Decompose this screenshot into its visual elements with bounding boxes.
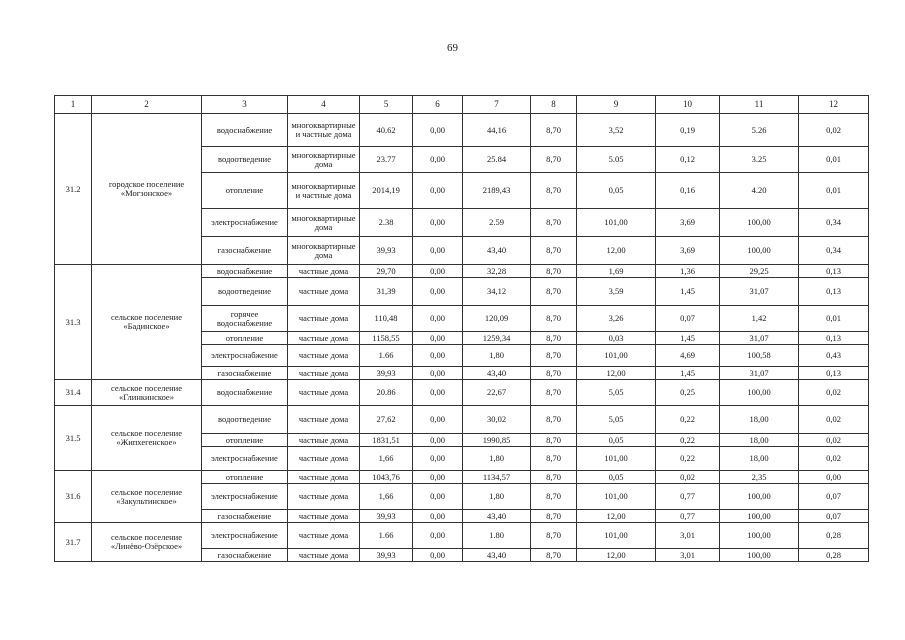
value-cell: 8,70: [531, 332, 577, 345]
value-cell: 43,40: [463, 237, 531, 265]
value-cell: 0,00: [413, 265, 463, 278]
value-cell: 1,45: [656, 332, 720, 345]
value-cell: 18,00: [720, 434, 799, 447]
value-cell: 29,70: [360, 265, 413, 278]
settlement-name: сельское поселение «Закультинское»: [92, 471, 202, 523]
data-table: [54, 95, 869, 562]
table-row: [55, 523, 869, 549]
row-number: 31.2: [55, 114, 92, 265]
row-number: 31.4: [55, 380, 92, 406]
value-cell: 43,40: [463, 549, 531, 562]
value-cell: 5,05: [577, 406, 656, 434]
value-cell: 0,00: [413, 332, 463, 345]
value-cell: 0,02: [656, 471, 720, 484]
value-cell: 100,00: [720, 209, 799, 237]
value-cell: 29,25: [720, 265, 799, 278]
column-header: 6: [413, 96, 463, 114]
value-cell: 1259,34: [463, 332, 531, 345]
value-cell: 101,00: [577, 209, 656, 237]
value-cell: 8,70: [531, 510, 577, 523]
value-cell: 0,22: [656, 406, 720, 434]
value-cell: 20.86: [360, 380, 413, 406]
value-cell: 12,00: [577, 549, 656, 562]
table-row: [55, 380, 869, 406]
value-cell: 1,80: [463, 484, 531, 510]
column-header: 9: [577, 96, 656, 114]
value-cell: 8,70: [531, 380, 577, 406]
value-cell: 25.84: [463, 147, 531, 173]
value-cell: 0,00: [413, 549, 463, 562]
value-cell: 0,00: [413, 434, 463, 447]
table-row: [55, 471, 869, 484]
housing-type-cell: частные дома: [288, 306, 360, 332]
service-cell: электроснабжение: [202, 447, 288, 471]
value-cell: 100,00: [720, 523, 799, 549]
value-cell: 2014,19: [360, 173, 413, 209]
value-cell: 0,13: [799, 332, 869, 345]
value-cell: 1,69: [577, 265, 656, 278]
value-cell: 3.25: [720, 147, 799, 173]
value-cell: 18,00: [720, 406, 799, 434]
column-header: 3: [202, 96, 288, 114]
value-cell: 3,59: [577, 278, 656, 306]
service-cell: горячее водоснабжение: [202, 306, 288, 332]
value-cell: 1,80: [463, 345, 531, 367]
value-cell: 39,93: [360, 549, 413, 562]
value-cell: 0,00: [413, 306, 463, 332]
value-cell: 110,48: [360, 306, 413, 332]
value-cell: 43,40: [463, 510, 531, 523]
value-cell: 8,70: [531, 549, 577, 562]
value-cell: 0,05: [577, 173, 656, 209]
settlement-name: сельское поселение «Глинкинское»: [92, 380, 202, 406]
value-cell: 100,00: [720, 510, 799, 523]
value-cell: 0,77: [656, 510, 720, 523]
value-cell: 0,00: [413, 510, 463, 523]
value-cell: 0,19: [656, 114, 720, 147]
value-cell: 27,62: [360, 406, 413, 434]
value-cell: 8,70: [531, 367, 577, 380]
value-cell: 0,00: [413, 147, 463, 173]
value-cell: 3,69: [656, 209, 720, 237]
service-cell: электроснабжение: [202, 484, 288, 510]
value-cell: 2,35: [720, 471, 799, 484]
value-cell: 8,70: [531, 484, 577, 510]
value-cell: 8,70: [531, 173, 577, 209]
settlement-name: сельское поселение «Линёво-Озёрское»: [92, 523, 202, 562]
service-cell: отопление: [202, 471, 288, 484]
value-cell: 8,70: [531, 209, 577, 237]
service-cell: газоснабжение: [202, 367, 288, 380]
value-cell: 1.80: [463, 523, 531, 549]
value-cell: 39,93: [360, 237, 413, 265]
value-cell: 0,00: [413, 523, 463, 549]
value-cell: 0,01: [799, 306, 869, 332]
value-cell: 5,05: [577, 380, 656, 406]
value-cell: 31,07: [720, 278, 799, 306]
housing-type-cell: частные дома: [288, 380, 360, 406]
value-cell: 0,13: [799, 278, 869, 306]
value-cell: 43,40: [463, 367, 531, 380]
value-cell: 23.77: [360, 147, 413, 173]
settlement-name: городское поселение «Могзонское»: [92, 114, 202, 265]
housing-type-cell: многоквартирные дома: [288, 237, 360, 265]
value-cell: 0,02: [799, 380, 869, 406]
service-cell: водоотведение: [202, 278, 288, 306]
service-cell: водоснабжение: [202, 265, 288, 278]
value-cell: 101,00: [577, 484, 656, 510]
value-cell: 1,45: [656, 278, 720, 306]
value-cell: 5.05: [577, 147, 656, 173]
column-header: 4: [288, 96, 360, 114]
housing-type-cell: многоквартирные дома: [288, 147, 360, 173]
housing-type-cell: частные дома: [288, 345, 360, 367]
value-cell: 18,00: [720, 447, 799, 471]
value-cell: 1.66: [360, 523, 413, 549]
value-cell: 0,00: [413, 484, 463, 510]
value-cell: 8,70: [531, 471, 577, 484]
housing-type-cell: частные дома: [288, 278, 360, 306]
value-cell: 0,00: [413, 278, 463, 306]
value-cell: 0,00: [413, 367, 463, 380]
value-cell: 1,45: [656, 367, 720, 380]
value-cell: 0,00: [413, 471, 463, 484]
value-cell: 1,42: [720, 306, 799, 332]
value-cell: 8,70: [531, 237, 577, 265]
value-cell: 0,00: [413, 114, 463, 147]
housing-type-cell: частные дома: [288, 332, 360, 345]
table-row: [55, 265, 869, 278]
value-cell: 0,07: [656, 306, 720, 332]
value-cell: 0,22: [656, 434, 720, 447]
table-row: [55, 406, 869, 434]
service-cell: водоснабжение: [202, 114, 288, 147]
value-cell: 0,28: [799, 523, 869, 549]
value-cell: 0,05: [577, 434, 656, 447]
value-cell: 0,13: [799, 367, 869, 380]
value-cell: 2.59: [463, 209, 531, 237]
value-cell: 0,02: [799, 406, 869, 434]
value-cell: 100,00: [720, 549, 799, 562]
housing-type-cell: многоквартирные и частные дома: [288, 114, 360, 147]
value-cell: 12,00: [577, 510, 656, 523]
value-cell: 120,09: [463, 306, 531, 332]
housing-type-cell: частные дома: [288, 447, 360, 471]
value-cell: 3,26: [577, 306, 656, 332]
value-cell: 8,70: [531, 406, 577, 434]
value-cell: 0,07: [799, 484, 869, 510]
column-header: 8: [531, 96, 577, 114]
value-cell: 0,00: [413, 406, 463, 434]
housing-type-cell: частные дома: [288, 523, 360, 549]
value-cell: 0,05: [577, 471, 656, 484]
housing-type-cell: частные дома: [288, 510, 360, 523]
value-cell: 0,77: [656, 484, 720, 510]
value-cell: 32,28: [463, 265, 531, 278]
value-cell: 0,00: [413, 173, 463, 209]
value-cell: 34,12: [463, 278, 531, 306]
value-cell: 8,70: [531, 265, 577, 278]
row-number: 31.6: [55, 471, 92, 523]
table-row: [55, 114, 869, 147]
value-cell: 8,70: [531, 447, 577, 471]
housing-type-cell: многоквартирные дома: [288, 209, 360, 237]
service-cell: электроснабжение: [202, 523, 288, 549]
service-cell: газоснабжение: [202, 549, 288, 562]
value-cell: 3,01: [656, 523, 720, 549]
housing-type-cell: частные дома: [288, 434, 360, 447]
housing-type-cell: многоквартирные и частные дома: [288, 173, 360, 209]
column-header: 7: [463, 96, 531, 114]
service-cell: электроснабжение: [202, 345, 288, 367]
value-cell: 100,58: [720, 345, 799, 367]
value-cell: 101,00: [577, 447, 656, 471]
value-cell: 0,07: [799, 510, 869, 523]
row-number: 31.7: [55, 523, 92, 562]
value-cell: 8,70: [531, 306, 577, 332]
value-cell: 1.66: [360, 345, 413, 367]
row-number: 31.5: [55, 406, 92, 471]
value-cell: 0,00: [413, 345, 463, 367]
value-cell: 1,36: [656, 265, 720, 278]
value-cell: 1134,57: [463, 471, 531, 484]
value-cell: 5.26: [720, 114, 799, 147]
value-cell: 12,00: [577, 237, 656, 265]
value-cell: 0,00: [799, 471, 869, 484]
value-cell: 100,00: [720, 380, 799, 406]
value-cell: 0,34: [799, 209, 869, 237]
service-cell: водоотведение: [202, 147, 288, 173]
value-cell: 2189,43: [463, 173, 531, 209]
value-cell: 0,02: [799, 114, 869, 147]
column-header: 12: [799, 96, 869, 114]
page-number: 69: [447, 42, 458, 54]
column-header: 10: [656, 96, 720, 114]
value-cell: 101,00: [577, 523, 656, 549]
service-cell: электроснабжение: [202, 209, 288, 237]
value-cell: 1158,55: [360, 332, 413, 345]
column-header: 2: [92, 96, 202, 114]
value-cell: 2.38: [360, 209, 413, 237]
housing-type-cell: частные дома: [288, 406, 360, 434]
service-cell: газоснабжение: [202, 237, 288, 265]
value-cell: 0,00: [413, 447, 463, 471]
header-row: [55, 96, 869, 114]
value-cell: 22,67: [463, 380, 531, 406]
value-cell: 8,70: [531, 434, 577, 447]
value-cell: 0,03: [577, 332, 656, 345]
value-cell: 30,02: [463, 406, 531, 434]
value-cell: 8,70: [531, 147, 577, 173]
value-cell: 0,01: [799, 147, 869, 173]
housing-type-cell: частные дома: [288, 484, 360, 510]
service-cell: отопление: [202, 332, 288, 345]
service-cell: газоснабжение: [202, 510, 288, 523]
housing-type-cell: частные дома: [288, 471, 360, 484]
service-cell: отопление: [202, 173, 288, 209]
value-cell: 0,13: [799, 265, 869, 278]
value-cell: 1990,85: [463, 434, 531, 447]
value-cell: 101,00: [577, 345, 656, 367]
value-cell: 3,52: [577, 114, 656, 147]
value-cell: 8,70: [531, 523, 577, 549]
column-header: 5: [360, 96, 413, 114]
housing-type-cell: частные дома: [288, 549, 360, 562]
value-cell: 0,25: [656, 380, 720, 406]
value-cell: 31,07: [720, 367, 799, 380]
value-cell: 0,22: [656, 447, 720, 471]
value-cell: 8,70: [531, 114, 577, 147]
value-cell: 0,34: [799, 237, 869, 265]
service-cell: водоснабжение: [202, 380, 288, 406]
value-cell: 0,16: [656, 173, 720, 209]
value-cell: 0,43: [799, 345, 869, 367]
value-cell: 0,02: [799, 447, 869, 471]
value-cell: 1,66: [360, 447, 413, 471]
value-cell: 0,00: [413, 380, 463, 406]
value-cell: 0,00: [413, 237, 463, 265]
service-cell: водоотведение: [202, 406, 288, 434]
value-cell: 0,28: [799, 549, 869, 562]
value-cell: 4,69: [656, 345, 720, 367]
row-number: 31.3: [55, 265, 92, 380]
value-cell: 40.62: [360, 114, 413, 147]
value-cell: 100,00: [720, 484, 799, 510]
service-cell: отопление: [202, 434, 288, 447]
value-cell: 1,66: [360, 484, 413, 510]
settlement-name: сельское поселение «Жипхегенское»: [92, 406, 202, 471]
value-cell: 31,39: [360, 278, 413, 306]
value-cell: 44,16: [463, 114, 531, 147]
value-cell: 8,70: [531, 345, 577, 367]
value-cell: 12,00: [577, 367, 656, 380]
housing-type-cell: частные дома: [288, 367, 360, 380]
value-cell: 39,93: [360, 367, 413, 380]
value-cell: 0,02: [799, 434, 869, 447]
value-cell: 100,00: [720, 237, 799, 265]
value-cell: 3,69: [656, 237, 720, 265]
value-cell: 0,12: [656, 147, 720, 173]
value-cell: 8,70: [531, 278, 577, 306]
value-cell: 31,07: [720, 332, 799, 345]
value-cell: 4.20: [720, 173, 799, 209]
value-cell: 1,80: [463, 447, 531, 471]
settlement-name: сельское поселение «Бадинское»: [92, 265, 202, 380]
value-cell: 0,00: [413, 209, 463, 237]
value-cell: 0,01: [799, 173, 869, 209]
value-cell: 1831,51: [360, 434, 413, 447]
housing-type-cell: частные дома: [288, 265, 360, 278]
value-cell: 39,93: [360, 510, 413, 523]
column-header: 11: [720, 96, 799, 114]
value-cell: 1043,76: [360, 471, 413, 484]
column-header: 1: [55, 96, 92, 114]
value-cell: 3,01: [656, 549, 720, 562]
